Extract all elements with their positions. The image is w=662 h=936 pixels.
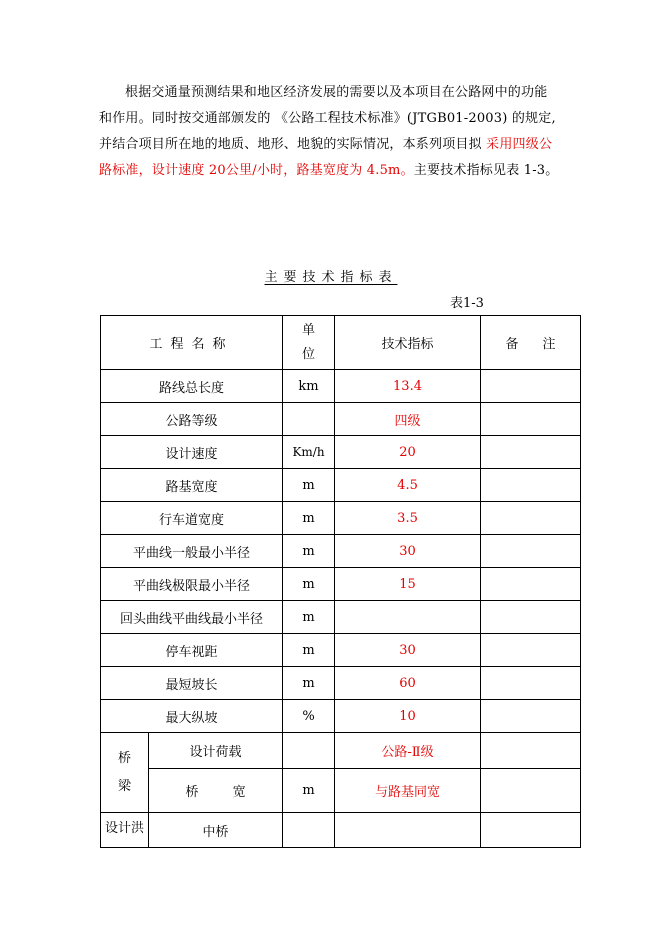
header-unit-top: 单 [302,322,316,338]
row-unit: m [283,535,335,568]
row-note [481,469,581,502]
row-note [481,700,581,733]
row-unit: m [283,634,335,667]
row-unit: Km/h [283,436,335,469]
row-unit: m [283,469,335,502]
bridge-width-value: 与路基同宽 [335,769,481,813]
row-unit: % [283,700,335,733]
paragraph-line-3-text: 并结合项目所在地的地质、地形、地貌的实际情况，本系列项目拟 [99,137,487,152]
bridge-width-row [101,769,581,813]
technical-indicators-table [100,315,581,848]
table-row [101,601,581,634]
paragraph-line-4 [99,158,567,184]
row-value: 15 [335,568,481,601]
table-header-row [101,316,581,370]
bridge-load-label: 设计荷载 [149,733,283,769]
row-name: 公路等级 [101,403,283,436]
row-value: 13.4 [335,370,481,403]
table-row [101,700,581,733]
table-row [101,535,581,568]
table-row [101,469,581,502]
row-name: 停车视距 [101,634,283,667]
row-name: 路基宽度 [101,469,283,502]
paragraph-line-4-highlight: 路标准，设计速度 20公里/小时，路基宽度为 4.5m。 [99,163,414,178]
table-title [0,266,662,285]
row-note [481,667,581,700]
row-unit: m [283,502,335,535]
table-row [101,667,581,700]
row-unit: m [283,667,335,700]
row-name: 设计速度 [101,436,283,469]
paragraph-line-3-highlight: 采用四级公 [486,137,553,152]
table-title-text: 主要技术指标表 [264,270,398,285]
row-value: 30 [335,634,481,667]
header-indicator: 技术指标 [335,316,481,370]
row-value: 10 [335,700,481,733]
bridge-load-row [101,733,581,769]
header-note: 备注 [481,316,581,370]
bridge-load-note [481,733,581,769]
row-note [481,535,581,568]
bridge-width-label [149,769,283,813]
paragraph-line-2: 和作用。同时按交通部颁发的 《公路工程技术标准》(JTGB01-2003) 的规定, [99,111,556,126]
paragraph-line-1: 根据交通量预测结果和地区经济发展的需要以及本项目在公路网中的功能 [125,85,548,100]
bridge-width-unit: m [283,769,335,813]
row-value: 30 [335,535,481,568]
flood-row [101,813,581,848]
row-name: 行车道宽度 [101,502,283,535]
row-note [481,568,581,601]
row-note [481,601,581,634]
row-note [481,436,581,469]
row-name: 路线总长度 [101,370,283,403]
row-name: 平曲线一般最小半径 [101,535,283,568]
row-note [481,634,581,667]
flood-value [335,813,481,848]
row-note [481,403,581,436]
header-project-name: 工程名称 [101,316,283,370]
table-row [101,436,581,469]
table-row [101,568,581,601]
row-value: 四级 [335,403,481,436]
row-name: 回头曲线平曲线最小半径 [101,601,283,634]
row-unit [283,403,335,436]
row-value: 20 [335,436,481,469]
bridge-label-bottom: 梁 [117,778,131,794]
row-name: 平曲线极限最小半径 [101,568,283,601]
intro-paragraph [99,80,567,184]
row-value: 4.5 [335,469,481,502]
table-row [101,502,581,535]
paragraph-line-3 [99,132,567,158]
row-value: 3.5 [335,502,481,535]
bridge-load-value: 公路-Ⅱ级 [335,733,481,769]
paragraph-line-4-text: 主要技术指标见表 1-3。 [413,163,559,178]
flood-group-label: 设计洪 [101,813,149,848]
header-unit-bottom: 位 [302,346,316,362]
row-name: 最大纵坡 [101,700,283,733]
bridge-load-unit [283,733,335,769]
row-unit: km [283,370,335,403]
flood-unit [283,813,335,848]
bridge-width-note [481,769,581,813]
row-note [481,502,581,535]
table-row [101,403,581,436]
table-row [101,634,581,667]
table-row [101,370,581,403]
flood-note [481,813,581,848]
row-name: 最短坡长 [101,667,283,700]
bridge-group-label [101,733,149,813]
row-value [335,601,481,634]
bridge-width-label-text: 桥 宽 [185,785,246,800]
row-value: 60 [335,667,481,700]
bridge-label-top: 桥 [117,750,131,766]
row-note [481,370,581,403]
flood-sub-label: 中桥 [149,813,283,848]
header-unit [283,316,335,370]
row-unit: m [283,601,335,634]
row-unit: m [283,568,335,601]
table-number: 表1-3 [450,296,484,311]
